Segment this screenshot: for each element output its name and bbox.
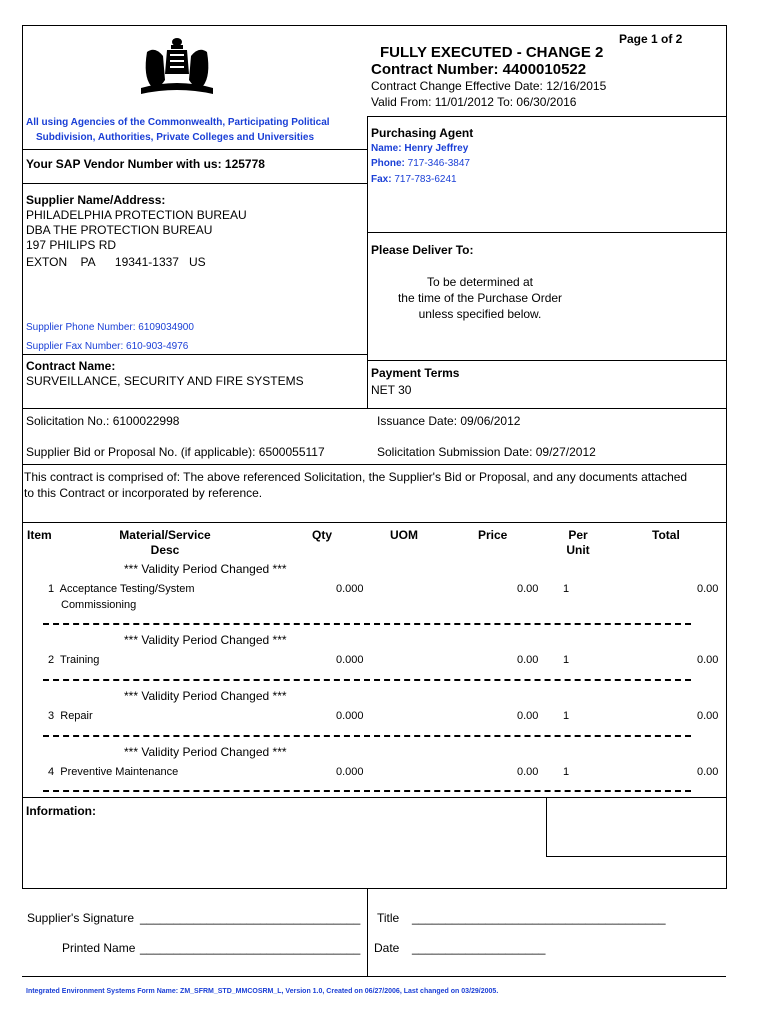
supplier-line-2: DBA THE PROTECTION BUREAU — [26, 223, 213, 237]
col-desc: Desc — [150, 543, 180, 557]
payment-terms-heading: Payment Terms — [371, 366, 460, 380]
contract-name-value: SURVEILLANCE, SECURITY AND FIRE SYSTEMS — [26, 374, 304, 388]
supplier-signature-line[interactable]: _________________________________ — [140, 911, 361, 925]
row-4-qty: 0.000 — [336, 766, 364, 778]
agencies-line-2: Subdivision, Authorities, Private Colleges and Universities — [36, 132, 315, 143]
payment-terms-value: NET 30 — [371, 383, 412, 397]
row-1-desc-2: Commissioning — [61, 599, 137, 611]
contract-number: Contract Number: 4400010522 — [371, 61, 587, 78]
solicitation-number: Solicitation No.: 6100022998 — [26, 414, 180, 428]
row-separator — [43, 679, 691, 681]
row-separator — [43, 790, 691, 792]
row-4-total: 0.00 — [697, 766, 719, 778]
row-4-per: 1 — [563, 766, 570, 778]
row-3-qty: 0.000 — [336, 710, 364, 722]
col-total: Total — [652, 528, 680, 542]
row-4-item: 4 Preventive Maintenance — [48, 766, 179, 778]
row-1-qty: 0.000 — [336, 583, 364, 595]
deliver-to-heading: Please Deliver To: — [371, 243, 474, 257]
row-2-per: 1 — [563, 654, 570, 666]
row-3-total: 0.00 — [697, 710, 719, 722]
contract-change-effective-date: Contract Change Effective Date: 12/16/2015 — [371, 79, 607, 93]
printed-name-line[interactable]: _________________________________ — [140, 941, 361, 955]
supplier-line-1: PHILADELPHIA PROTECTION BUREAU — [26, 208, 247, 222]
row-3-item: 3 Repair — [48, 710, 93, 722]
agencies-line-1: All using Agencies of the Commonwealth, Participating Political — [26, 117, 330, 128]
title-label: Title — [377, 911, 400, 925]
supplier-fax-number: Supplier Fax Number: 610-903-4976 — [26, 341, 189, 352]
row-2-qty: 0.000 — [336, 654, 364, 666]
row-2-total: 0.00 — [697, 654, 719, 666]
printed-name-label: Printed Name — [62, 941, 136, 955]
commonwealth-seal-icon — [137, 36, 217, 102]
document-title: FULLY EXECUTED - CHANGE 2 — [380, 44, 604, 61]
comprised-line-2: to this Contract or incorporated by reference. — [24, 486, 263, 500]
row-3-note: *** Validity Period Changed *** — [124, 689, 287, 703]
supplier-line-3: 197 PHILIPS RD — [26, 238, 117, 252]
agent-phone: Phone: 717-346-3847 — [371, 158, 470, 169]
agent-fax: Fax: 717-783-6241 — [371, 174, 457, 185]
comprised-line-1: This contract is comprised of: The above referenced Solicitation, the Supplier's Bid or Proposal, and any documents attached — [24, 470, 688, 484]
col-qty: Qty — [312, 528, 333, 542]
col-material-service: Material/Service — [119, 528, 211, 542]
row-2-note: *** Validity Period Changed *** — [124, 633, 287, 647]
solicitation-submission-date: Solicitation Submission Date: 09/27/2012 — [377, 445, 596, 459]
row-2-price: 0.00 — [517, 654, 539, 666]
deliver-line-2: the time of the Purchase Order — [397, 291, 563, 305]
col-unit: Unit — [566, 543, 590, 557]
date-label: Date — [374, 941, 400, 955]
row-1-item: 1 Acceptance Testing/System — [48, 583, 195, 595]
title-line[interactable]: ______________________________________ — [412, 911, 666, 925]
issuance-date: Issuance Date: 09/06/2012 — [377, 414, 521, 428]
supplier-bid-number: Supplier Bid or Proposal No. (if applicable): 6500055117 — [26, 445, 325, 459]
deliver-line-1: To be determined at — [426, 275, 534, 289]
row-1-price: 0.00 — [517, 583, 539, 595]
row-1-note: *** Validity Period Changed *** — [124, 562, 287, 576]
row-3-per: 1 — [563, 710, 570, 722]
valid-dates: Valid From: 11/01/2012 To: 06/30/2016 — [371, 95, 577, 109]
deliver-line-3: unless specified below. — [418, 307, 542, 321]
row-separator — [43, 623, 691, 625]
row-4-price: 0.00 — [517, 766, 539, 778]
supplier-line-4: EXTON PA 19341-1337 US — [26, 255, 206, 269]
form-footer: Integrated Environment Systems Form Name: ZM_SFRM_STD_MMCOSRM_L, Version 1.0, Created on 06/27/2006, Last changed on 03/29/2005. — [26, 988, 499, 995]
row-3-price: 0.00 — [517, 710, 539, 722]
row-1-per: 1 — [563, 583, 570, 595]
col-uom: UOM — [390, 528, 418, 542]
date-line[interactable]: ____________________ — [412, 941, 546, 955]
supplier-phone-number: Supplier Phone Number: 6109034900 — [26, 322, 194, 333]
information-label: Information: — [26, 804, 96, 818]
page-number: Page 1 of 2 — [619, 32, 683, 46]
contract-name-heading: Contract Name: — [26, 359, 116, 373]
row-1-total: 0.00 — [697, 583, 719, 595]
col-per: Per — [568, 528, 588, 542]
row-4-note: *** Validity Period Changed *** — [124, 745, 287, 759]
row-separator — [43, 735, 691, 737]
purchasing-agent-heading: Purchasing Agent — [371, 126, 474, 140]
agent-name: Name: Henry Jeffrey — [371, 143, 469, 154]
sap-vendor-number: Your SAP Vendor Number with us: 125778 — [26, 157, 265, 171]
col-item: Item — [27, 528, 52, 542]
supplier-heading: Supplier Name/Address: — [26, 193, 166, 207]
row-2-item: 2 Training — [48, 654, 100, 666]
supplier-signature-label: Supplier's Signature — [27, 911, 135, 925]
col-price: Price — [478, 528, 508, 542]
